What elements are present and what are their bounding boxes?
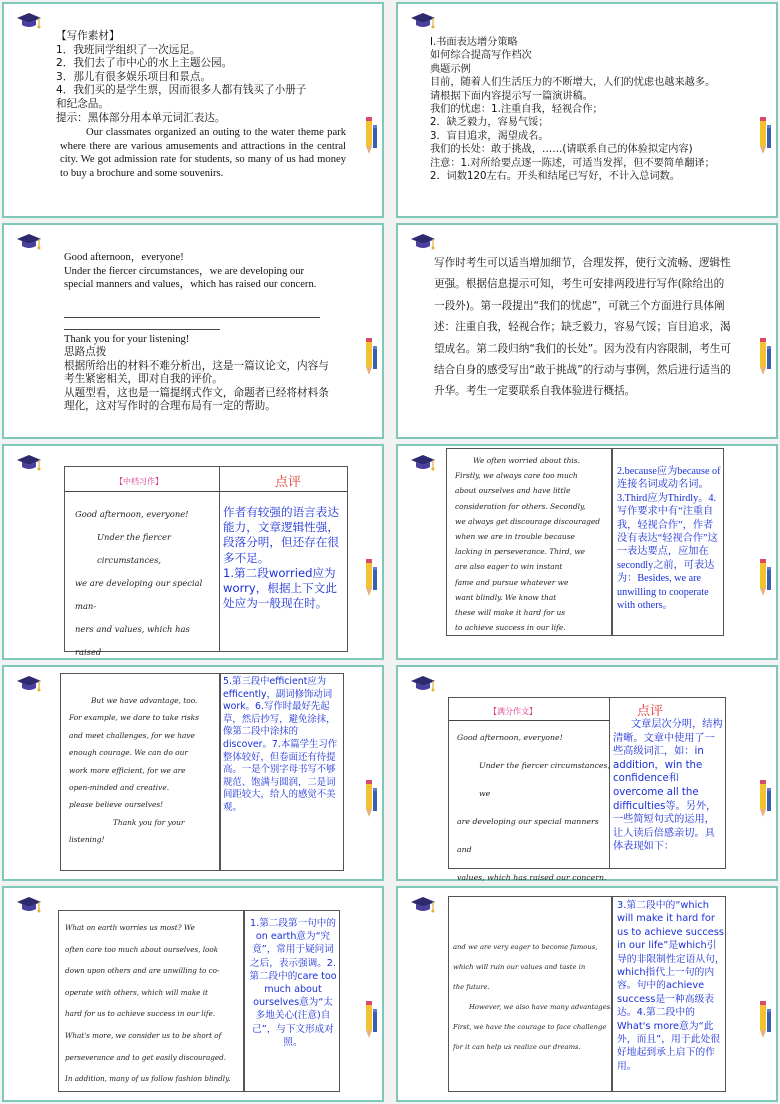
strategy-line: 注意：1.对所给要点逐一陈述，可适当发挥，但不要简单翻译；	[430, 157, 715, 169]
hand-line: We often worried about this.	[473, 456, 580, 465]
comment-text: 作者有较强的语言表达能力，文章逻辑性强，段落分明，但还存在很多不足。	[223, 505, 339, 565]
strategy-line: Ⅰ.书面表达增分策略	[430, 37, 518, 48]
essay-review-box	[448, 697, 726, 882]
hand-line: values, which has raised our concern.	[457, 873, 607, 882]
hand-line: Thank you for your	[113, 817, 185, 827]
pencil-icon	[364, 335, 378, 377]
pencil-icon	[364, 114, 378, 156]
analysis-line: 根据所给出的材料不难分析出，这是一篇议论文，内容与考生紧密相关，即对自我的评价。	[64, 359, 329, 386]
pencil-icon	[758, 777, 772, 819]
strategy-block	[430, 36, 770, 183]
comment-box	[244, 910, 340, 1092]
graduation-cap-icon	[410, 233, 436, 253]
material-line: 4．我们买的是学生票，因而很多人都有钱买了小册子	[56, 84, 307, 97]
pencil-icon	[364, 777, 378, 819]
analysis-line: 从题型看，这也是一篇提纲式作文，命题者已经将材料条理化，这对写作时的合理布局有一定的帮助。	[64, 386, 329, 413]
hand-line: which will ruin our values and taste in	[453, 963, 586, 971]
material-block	[56, 30, 356, 125]
hand-line: the future.	[453, 983, 490, 991]
hand-line: work more efficient, for we are	[69, 765, 186, 775]
slide-writing-material	[2, 2, 384, 218]
review-title: 点评	[275, 475, 302, 490]
handwritten-essay	[75, 503, 215, 687]
pencil-icon	[364, 556, 378, 598]
essay-review-box	[64, 466, 348, 657]
blank-line	[64, 317, 320, 318]
handwritten-essay	[65, 917, 245, 1090]
header-rule	[65, 491, 347, 492]
handwritten-essay	[453, 937, 613, 1057]
slide-speech-frame	[2, 223, 384, 439]
hand-line: open-minded and creative.	[69, 783, 170, 793]
comment-text: 1.第二段worried应为worry，根据上下文此处应为一般现在时。	[223, 565, 337, 611]
graduation-cap-icon	[410, 454, 436, 474]
hand-line: consideration for others. Secondly,	[455, 501, 586, 511]
strategy-line: 3．盲目追求，渴望成名。	[430, 130, 549, 142]
handwritten-essay	[455, 453, 613, 635]
slide-mid-essay-cont	[396, 444, 778, 660]
handwritten-essay	[457, 724, 611, 892]
hand-line: we are developing our special man-	[75, 578, 203, 611]
hand-line: First, we have the courage to face challenge	[453, 1023, 607, 1031]
graduation-cap-icon	[16, 675, 42, 695]
hand-line: listening!	[69, 835, 105, 845]
graduation-cap-icon	[410, 12, 436, 32]
review-comment	[223, 505, 347, 611]
closing-line: Thank you for your listening!	[64, 334, 190, 345]
handwritten-essay	[69, 692, 219, 849]
hand-line: perseverance and to get easily discouraged.	[65, 1052, 226, 1062]
pencil-icon	[758, 114, 772, 156]
review-comment: 1.第二段第一句中的on earth意为“究竟”，常用于疑问词之后，表示强调。2.第二段中的care too much about ourselves意为“太多地关心(注意)自己”，与下文形成对照。	[249, 918, 337, 1048]
pencil-icon	[758, 556, 772, 598]
pencil-icon	[758, 998, 772, 1040]
slide-mid-essay	[2, 444, 384, 660]
review-comment: 文章层次分明，结构清晰。文章中使用了一些高级词汇，如：in addition，win the confidence和overcome all the difficulties等。另外，一些简短句式的运用，让人读后倍感亲切。具体表现如下：	[613, 719, 723, 853]
review-comment: 5.第三段中efficient应为efficently，副词修饰动词work。6.写作时最好先起草，然后抄写，避免涂抹，像第二段中涂抹的discover。7.本篇学生习作整体较好，但卷面还有待提高。一是个别字母书写不够规范、饱满与圆润，二是词间距较大，给人的感觉不美观。	[223, 676, 338, 813]
hand-line: please believe ourselves!	[69, 800, 164, 810]
slide-full-score-essay	[396, 665, 778, 881]
column-divider	[219, 467, 220, 651]
hand-line: enough courage. We can do our	[69, 748, 188, 758]
slide-mid-essay-end	[2, 665, 384, 881]
hand-line: Good afternoon, everyone!	[75, 509, 189, 519]
material-heading: 【写作素材】	[56, 30, 120, 42]
hand-line: Firstly, we always care too much	[455, 471, 578, 481]
review-title: 点评	[637, 704, 664, 719]
slide-full-score-analysis-2	[396, 886, 778, 1102]
strategy-line: 目前，随着人们生活压力的不断增大，人们的忧虑也越来越多。	[430, 77, 716, 89]
hand-line: are developing our special manners and	[457, 817, 599, 854]
hand-line: But we have advantage, too.	[91, 696, 198, 705]
strategy-line: 我们的忧虑：1.注重自我，轻视合作；	[430, 104, 603, 116]
hand-line: Under the fiercer circumstances,	[97, 532, 172, 565]
header-rule	[449, 720, 609, 721]
analysis-heading: 思路点拨	[64, 346, 107, 358]
handwritten-box	[446, 448, 612, 636]
hand-line: and we are very eager to become famous,	[453, 943, 598, 951]
graduation-cap-icon	[16, 896, 42, 916]
pencil-icon	[758, 335, 772, 377]
hand-line: down upon others and are unwilling to co-	[65, 966, 220, 976]
hand-line: want blindly. We know that	[455, 592, 557, 602]
hand-line: ners and values, which has raised	[75, 624, 190, 657]
graduation-cap-icon	[16, 233, 42, 253]
guide-paragraph: 写作时考生可以适当增加细节，合理发挥，使行文流畅、逻辑性更强。根据信息提示可知，考生可安排两段进行写作(除给出的一段外)。第一段提出“我们的忧虑”，可就三个方面进行具体阐述：注重自我，轻视合作；缺乏毅力，容易气馁；盲目追求，渴望成名。第二段归纳“我们的长处”。因为没有内容限制，考生可结合自身的感受写出“敢于挑战”的行动与事例，然后进行适当的升华。考生一定要联系自我体验进行概括。	[434, 257, 732, 398]
essay-label: 【中档习作】	[115, 477, 163, 486]
comment-box	[612, 448, 724, 636]
material-line: 1．我班同学组织了一次远足。	[56, 43, 201, 56]
slide-strategy	[396, 2, 778, 218]
hand-line: about ourselves and have little	[455, 486, 571, 496]
hand-line: operate with others, which will make it	[65, 987, 208, 997]
blank-line	[64, 329, 220, 330]
hand-line: for it can help us realize our dreams.	[453, 1043, 581, 1051]
hand-line: when we are in trouble because	[455, 532, 575, 542]
hand-line: However, we also have many advantages.	[469, 1003, 613, 1011]
speech-opening	[64, 251, 334, 292]
strategy-line: 我们的长处：敢于挑战，……(请联系自己的体验拟定内容)	[430, 144, 693, 156]
material-line: 2．我们去了市中心的水上主题公园。	[56, 57, 233, 70]
graduation-cap-icon	[16, 454, 42, 474]
hand-line: fame and pursue whatever we	[455, 577, 569, 587]
hand-line: What's more, we consider us to be short of	[65, 1030, 222, 1040]
hand-line: we always get discourage discouraged	[455, 516, 600, 526]
hand-line: and meet challenges, for we have	[69, 730, 195, 740]
hand-line: lacking in perseverance. Third, we	[455, 547, 586, 557]
handwritten-box	[60, 673, 220, 871]
handwritten-box	[448, 896, 612, 1092]
hand-line: often care too much about ourselves, look	[65, 944, 219, 954]
hand-line: In addition, many of us follow fashion blindly.	[65, 1074, 231, 1084]
material-hint: 提示：黑体部分用本单元词汇表达。	[56, 111, 226, 124]
hand-line: Under the fiercer circumstances, we	[479, 761, 611, 798]
hand-line: these will make it hard for us	[455, 608, 566, 618]
material-line: 3．那儿有很多娱乐项目和景点。	[56, 70, 212, 83]
hand-line: hard for us to achieve success in our life.	[65, 1009, 216, 1019]
hand-line: What on earth worries us most? We	[65, 923, 195, 932]
slide-full-score-analysis-1	[2, 886, 384, 1102]
hand-line: to achieve success in our life.	[455, 623, 566, 633]
greeting-line: Good afternoon，everyone!	[64, 252, 184, 263]
opening-paragraph: Under the fiercer circumstances，we are developing our special manners and values，which has raised our concern.	[64, 265, 317, 291]
graduation-cap-icon	[410, 896, 436, 916]
strategy-line: 典题示例	[430, 63, 471, 75]
hand-line: For example, we dare to take risks	[69, 713, 199, 723]
graduation-cap-icon	[410, 675, 436, 695]
comment-box	[220, 673, 344, 871]
material-line: 和纪念品。	[56, 97, 109, 110]
analysis-block	[64, 346, 330, 414]
hand-line: Good afternoon, everyone!	[457, 733, 563, 742]
slide-writing-guide	[396, 223, 778, 439]
strategy-line: 请根据下面内容提示写一篇演讲稿。	[430, 90, 593, 102]
strategy-line: 2．缺乏毅力，容易气馁；	[430, 117, 549, 129]
material-english: Our classmates organized an outing to the water theme park where there are various amusements and attractions in the central city. We got admission rate for students, so many of us had money to buy a brochure and some souvenirs.	[60, 127, 346, 179]
pencil-icon	[364, 998, 378, 1040]
hand-line: are also eager to win instant	[455, 562, 563, 572]
graduation-cap-icon	[16, 12, 42, 32]
review-comment: 2.because应为because of连接名词或动名词。3.Third应为Thirdly。4.写作要求中有“注重自我，轻视合作”，作者没有表达“轻视合作”这一表达要点，应加在secondly之前，可表达为：Besides, we are unwilling to cooperate with others。	[617, 466, 721, 612]
strategy-line: 如何综合提高写作档次	[430, 50, 532, 62]
comment-box	[612, 896, 726, 1092]
review-comment: 3.第二段中的“which will make it hard for us to achieve success in our life”是which引导的非限制性定语从句，which指代上一句的内容。句中的achieve success是一种高级表达。4.第二段中的What's more意为“此外，而且”，用于此处很好地起到承上启下的作用。	[617, 900, 725, 1072]
strategy-line: 2．词数120左右。开头和结尾已写好，不计入总词数。	[430, 171, 681, 183]
handwritten-box	[58, 910, 244, 1092]
essay-label: 【满分作文】	[489, 707, 537, 716]
